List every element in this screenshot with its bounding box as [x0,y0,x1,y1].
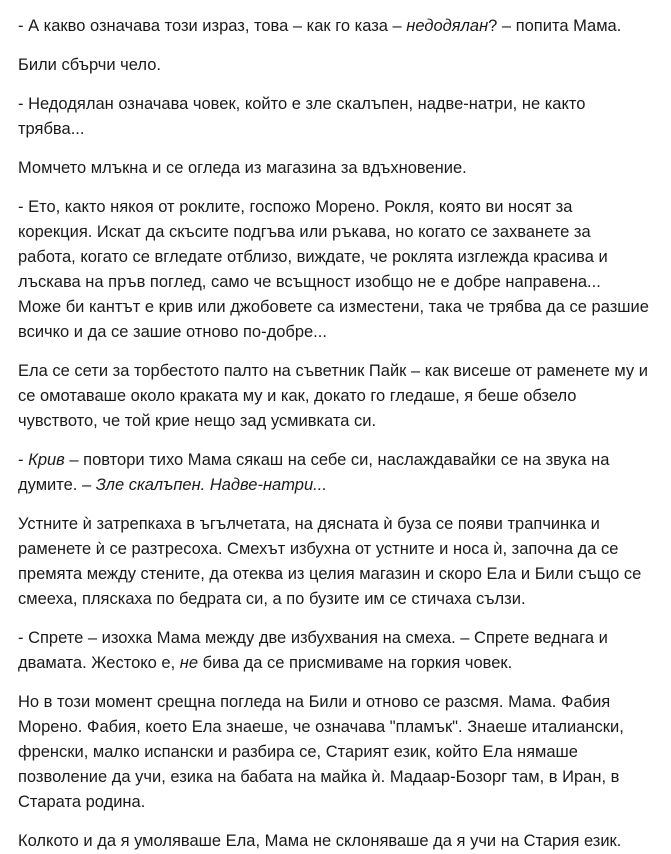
text-line [18,765,655,790]
text-line [18,156,655,181]
text-line [18,384,655,409]
text-segment: двамата. Жестоко е, [18,654,180,672]
italic-text: Крив [28,451,65,469]
text-line [18,626,655,651]
text-segment: - [18,451,29,469]
text-segment: Колкото и да я умоляваше Ела, Мама не склоняваше да я учи на Стария език. [18,832,622,850]
italic-text: не [179,654,199,672]
text-line [18,562,655,587]
text-line [18,473,655,498]
text-segment: Морено. Фабия, което Ела знаеше, че означава "пламък". Знаеше италиански, [18,718,624,736]
text-segment: ? – попита Мама. [488,17,622,35]
text-line [18,715,655,740]
text-segment: смееха, пляскаха по бедрата си, а по бузите им се стичаха сълзи. [18,590,526,608]
text-line [18,537,655,562]
text-segment: корекция. Искат да скъсите подгъва или ръкава, но когато се захванете за [18,223,591,241]
text-line [18,587,655,612]
text-segment: работа, когато се вгледате отблизо, виждате, че роклята изглежда красива и [18,248,608,266]
text-line [18,220,655,245]
text-segment: Ела се сети за торбестото палто на съветник Пайк – как висеше от раменете му и [18,362,648,380]
paragraph [18,14,655,39]
text-segment: всичко и да се зашие отново по-добре... [18,323,327,341]
text-segment: - Недодялан означава човек, който е зле скалъпен, надве-натри, не както [18,95,586,113]
text-line [18,92,655,117]
text-line [18,690,655,715]
italic-text: – Зле скалъпен. Надве-натри... [81,476,327,494]
paragraph [18,448,655,498]
text-segment: трябва... [18,120,85,138]
text-segment: бива да се присмиваме на горкия човек. [198,654,513,672]
paragraph [18,53,655,78]
text-segment: лъскава на пръв поглед, само че всъщност изобщо не е добре направена... [18,273,601,291]
text-segment: Старата родина. [18,793,146,811]
text-segment: Били сбърчи чело. [18,56,161,74]
paragraph [18,359,655,434]
text-line [18,740,655,765]
text-line [18,790,655,815]
text-line [18,117,655,142]
italic-text: недодялан [406,17,489,35]
text-line [18,195,655,220]
text-segment: – повтори тихо Мама сякаш на себе си, наслаждавайки се на звука на [64,451,610,469]
paragraph [18,92,655,142]
text-segment: Но в този момент срещна погледа на Били и отново се разсмя. Мама. Фабия [18,693,611,711]
paragraph [18,626,655,676]
text-line [18,320,655,345]
paragraph [18,156,655,181]
text-segment: премята между стените, да отеква из целия магазин и скоро Ела и Били също се [18,565,642,583]
text-segment: Може би кантът е крив или джобовете са изместени, така че трябва да се разшие [18,298,649,316]
text-line [18,409,655,434]
text-segment: раменете ѝ се разтресоха. Смехът избухна от устните и носа ѝ, започна да се [18,540,619,558]
paragraph [18,195,655,345]
text-segment: се омотаваше около краката му и как, докато го гледаше, я беше обзело [18,387,577,405]
text-segment: Устните ѝ затрепкаха в ъгълчетата, на дясната ѝ буза се появи трапчинка и [18,515,600,533]
text-line [18,245,655,270]
text-line [18,512,655,537]
text-segment: Момчето млъкна и се огледа из магазина за вдъхновение. [18,159,467,177]
text-line [18,651,655,676]
text-segment: - Спрете – изохка Мама между две избухвания на смеха. – Спрете веднага и [18,629,608,647]
text-segment: чувството, че той крие нещо зад усмивката си. [18,412,377,430]
text-segment: - А какво означава този израз, това – как го каза – [18,17,407,35]
document-body [18,14,655,854]
text-segment: - Ето, както някоя от роклите, госпожо Морено. Рокля, която ви носят за [18,198,573,216]
text-line [18,14,655,39]
text-line [18,448,655,473]
text-segment: позволение да учи, езика на бабата на майка ѝ. Мадаар-Бозорг там, в Иран, в [18,768,620,786]
text-line [18,270,655,295]
paragraph [18,829,655,854]
text-line [18,829,655,854]
text-segment: думите. [18,476,82,494]
text-segment: френски, малко испански и разбира се, Старият език, който Ела нямаше [18,743,578,761]
text-line [18,359,655,384]
text-line [18,53,655,78]
text-line [18,295,655,320]
paragraph [18,690,655,815]
paragraph [18,512,655,612]
